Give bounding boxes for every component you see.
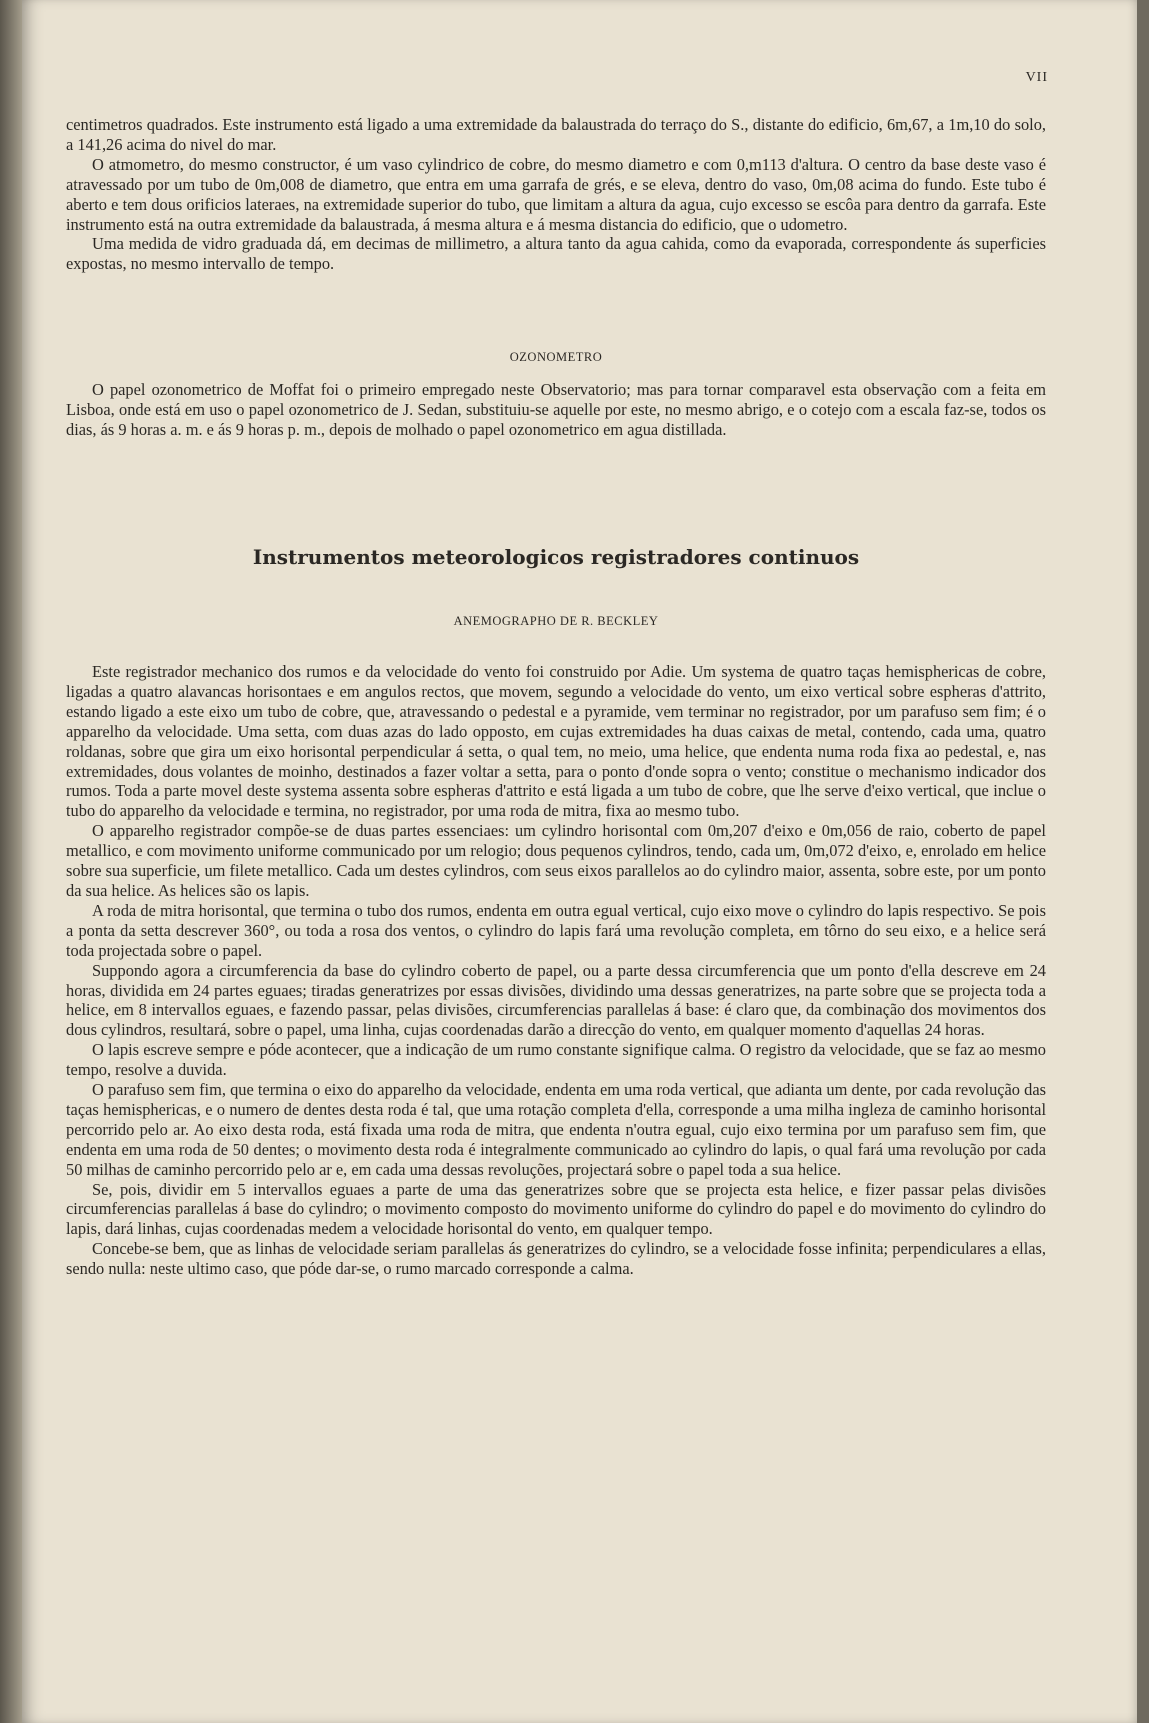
book-gutter [0, 0, 22, 1723]
section-title: Instrumentos meteorologicos registradores continuos [252, 545, 860, 569]
paragraph: Este registrador mechanico dos rumos e da velocidade do vento foi construido por Adie. Um systema de quatro taças hemisphericas de cobre, ligadas a quatro alavancas horisontaes e em angulos rectos, que movem, segundo a velocidade do vento, um eixo vertical sobre espheras d'attrito, estando ligado a este eixo um tubo de cobre, que, atravessando o pedestal e a pyramide, vem terminar no registrador, por um parafuso sem fim; é o apparelho da velocidade. Uma setta, com duas azas do lado opposto, em cujas extremidades ha duas caixas de metal, contendo, cada uma, quatro roldanas, sobre que gira um eixo horisontal perpendicular á setta, o qual tem, no meio, uma helice, que endenta numa roda fixa ao pedestal, e, nas extremidades, dous volantes de moinho, destinados a fazer voltar a setta, para o ponto d'onde sopra o vento; constitue o mechanismo indicador dos rumos. Toda a parte movel deste systema assenta sobre espheras d'attrito e está ligada a um tubo de cobre, que lhe serve d'eixo vertical, que inclue o tubo do apparelho da velocidade e termina, no registrador, por uma roda de mitra, fixa ao mesmo tubo. [66, 662, 1046, 821]
paragraph: Concebe-se bem, que as linhas de velocidade seriam parallelas ás generatrizes do cylindro, se a velocidade fosse infinita; perpendiculares a ellas, sendo nulla: neste ultimo caso, que póde dar-se, o rumo marcado corresponde a calma. [66, 1239, 1046, 1279]
paragraph: Uma medida de vidro graduada dá, em decimas de millimetro, a altura tanto da agua cahida, como da evaporada, correspondente ás superficies expostas, no mesmo intervallo de tempo. [66, 234, 1046, 274]
paragraph: O papel ozonometrico de Moffat foi o primeiro empregado neste Observatorio; mas para tornar comparavel esta observação com a feita em Lisboa, onde está em uso o papel ozonometrico de J. Sedan, substituiu-se aquelle por este, no mesmo abrigo, e o cotejo com a escala faz-se, todos os dias, ás 9 horas a. m. e ás 9 horas p. m., depois de molhado o papel ozonometrico em agua distillada. [66, 380, 1046, 439]
anemographo-heading: ANEMOGRAPHO DE R. BECKLEY [453, 614, 659, 628]
paragraph: centimetros quadrados. Este instrumento está ligado a uma extremidade da balaustrada do terraço do S., distante do edificio, 6m,67, a 1m,10 do solo, a 141,26 acima do nivel do mar. [66, 115, 1046, 154]
paragraph: O atmometro, do mesmo constructor, é um vaso cylindrico de cobre, do mesmo diametro e com 0,m113 d'altura. O centro da base deste vaso é atravessado por um tubo de 0m,008 de diametro, que entra em uma garrafa de grés, e se eleva, dentro do vaso, 0m,08 acima do fundo. Este tubo é aberto e tem dous orificios lateraes, na extremidade superior do tubo, que limitam a altura da agua, cujo excesso se escôa para dentro da garrafa. Este instrumento está na outra extremidade da balaustrada, á mesma altura e á mesma distancia do edificio, que o udometro. [66, 154, 1046, 234]
ozonometro-section [66, 380, 1046, 440]
ozonometro-heading: OZONOMETRO [509, 350, 603, 364]
page-number: VII [1025, 70, 1048, 85]
paragraph: Se, pois, dividir em 5 intervallos eguaes a parte de uma das generatrizes sobre que se projecta esta helice, e fizer passar pelas divisões circumferencias parallelas á base do cylindro; o movimento composto do movimento uniforme do cylindro do papel e do movimento do cylindro do lapis, dará linhas, cujas coordenadas medem a velocidade horisontal do vento, em qualquer tempo. [66, 1179, 1046, 1239]
paragraph: Suppondo agora a circumferencia da base do cylindro coberto de papel, ou a parte dessa circumferencia que um ponto d'ella descreve em 24 horas, dividida em 24 partes eguaes; tiradas generatrizes por essas divisões, dividindo uma dessas generatrizes, na parte sobre que se projecta toda a helice, em 8 intervallos eguaes, e fazendo passar, pelas divisões, circumferencias parallelas á base: é claro que, da combinação dos movimentos dos dous cylindros, resultará, sobre o papel, uma linha, cujas coordenadas darão a direcção do vento, em qualquer momento d'aquellas 24 horas. [66, 960, 1046, 1040]
paragraph: A roda de mitra horisontal, que termina o tubo dos rumos, endenta em outra egual vertical, cujo eixo move o cylindro do lapis respectivo. Se pois a ponta da setta descrever 360°, ou toda a rosa dos ventos, o cylindro do lapis fará uma revolução completa, em tôrno do seu eixo, e a helice será toda projectada sobre o papel. [66, 900, 1046, 960]
paragraph: O apparelho registrador compõe-se de duas partes essenciaes: um cylindro horisontal com 0m,207 d'eixo e 0m,056 de raio, coberto de papel metallico, e com movimento uniforme communicado por um relogio; dous pequenos cylindros, tendo, cada um, 0m,072 d'eixo, e, enrolado em helice sobre sua superficie, um filete metallico. Cada um destes cylindros, com seus eixos parallelos ao do cylindro maior, assenta, sobre este, por um ponto da sua helice. As helices são os lapis. [66, 821, 1046, 900]
intro-section [66, 115, 1046, 274]
paragraph: O parafuso sem fim, que termina o eixo do apparelho da velocidade, endenta em uma roda vertical, que adianta um dente, por cada revolução das taças hemisphericas, e o numero de dentes desta roda é tal, que uma rotação completa d'ella, corresponde a uma milha ingleza de caminho horisontal percorrido pelo ar. Ao eixo desta roda, está fixada uma roda de mitra, que endenta n'outra egual, cujo eixo termina por um parafuso sem fim, que endenta em uma roda de 50 dentes; o movimento desta roda é integralmente communicado ao cylindro do lapis, o qual fará uma revolução por cada 50 milhas de caminho percorrido pelo ar e, em cada uma dessas revoluções, projectará sobre o papel toda a sua helice. [66, 1080, 1046, 1179]
paragraph: O lapis escreve sempre e póde acontecer, que a indicação de um rumo constante signifique calma. O registro da velocidade, que se faz ao mesmo tempo, resolve a duvida. [66, 1040, 1046, 1080]
document-page [22, 0, 1137, 1723]
anemographo-section [66, 662, 1046, 1279]
